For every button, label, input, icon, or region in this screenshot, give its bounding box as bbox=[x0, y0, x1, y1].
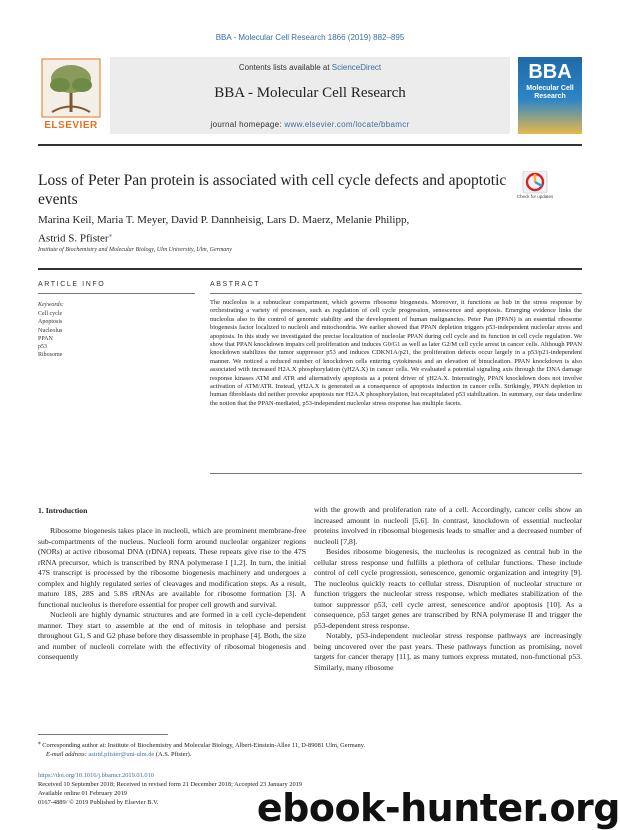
corresponding-address: Corresponding author at: Institute of Biochemistry and Molecular Biology, Albert-Einstein-Allee 11, D-89081 Ulm, Germany. bbox=[42, 742, 366, 750]
email-suffix: (A.S. Pfister). bbox=[154, 751, 192, 759]
footnote-line-2 bbox=[38, 750, 582, 759]
copyright-line: 0167-4889/ © 2019 Published by Elsevier B.V. bbox=[38, 799, 159, 806]
abstract-end-rule bbox=[210, 473, 582, 474]
journal-title: BBA - Molecular Cell Research bbox=[214, 85, 406, 101]
sciencedirect-link[interactable]: ScienceDirect bbox=[331, 63, 382, 72]
body-paragraph: Notably, p53-independent nucleolar stress response pathways are increasingly being uncovered over the past years. These pathways function as promising, novel targets for cancer therapy [11], as many tumors express mutated, non-functional p53. Similarly, many ribosome bbox=[314, 631, 582, 672]
corresponding-author-mark[interactable]: ⁎ bbox=[108, 231, 113, 239]
doi-link[interactable]: https://doi.org/10.1016/j.bbamcr.2019.01.010 bbox=[38, 772, 154, 779]
title-divider bbox=[38, 268, 582, 270]
keywords-label: Keywords: bbox=[38, 302, 64, 308]
watermark-text: ebook-hunter.org bbox=[256, 786, 620, 830]
crossmark-label[interactable]: Check for updates bbox=[516, 194, 554, 199]
author-list bbox=[38, 213, 508, 247]
article-info-heading: ARTICLE INFO bbox=[38, 281, 106, 288]
email-link[interactable]: astrid.pfister@uni-ulm.de bbox=[88, 751, 155, 759]
journal-cover-thumbnail bbox=[518, 57, 582, 134]
body-right-column bbox=[314, 505, 582, 673]
corresponding-author-footnote bbox=[38, 739, 582, 759]
keyword-item: Nucleolus bbox=[38, 327, 63, 334]
body-left-column bbox=[38, 526, 306, 663]
abstract-rule bbox=[210, 293, 582, 294]
article-title: Loss of Peter Pan protein is associated with cell cycle defects and apoptotic events bbox=[38, 172, 507, 208]
footnote-mark: ⁎ bbox=[38, 740, 41, 746]
keyword-item: Cell cycle bbox=[38, 311, 63, 317]
received-dates: Received 10 September 2018; Received in revised form 21 December 2018; Accepted 23 January 2019 bbox=[38, 781, 303, 788]
cover-subtitle: Molecular Cell Research bbox=[526, 85, 574, 100]
abstract-text: The nucleolus is a subnuclear compartment, which governs ribosome biogenesis. Moreover, it functions as hub in the stress response by orchestrating a variety of processes, such as regulation of cell cycle progression, senescence and apoptosis. Emerging evidence links the nucleolus also to the control of genomic stability and the development of human malignancies. Peter Pan (PPAN) is an essential ribosome biogenesis factor localized to nucleoli and mitochondria. We earlier showed that PPAN depletion triggers p53-independent nucleolar stress and apoptosis. In this study we investigated the precise localization of nucleolar PPAN during cell cycle and its function in cell cycle regulation. We show that PPAN knockdown impairs cell proliferation and induces G0/G1 as well as later G2/M cell cycle arrest in cancer cells. Although PPAN knockdown stabilizes the tumor suppressor p53 and induces CDKN1A/p21, the proliferation defects occur largely in a p53/p21-independent manner. We noticed a reduced number of knockdown cells entering cytokinesis and an elevation of binucleation. PPAN knockdown is also associated with increased H2A.X phosphorylation (γH2A.X) in cancer cells. We evaluated a potential signaling axis through the DNA damage response kinases ATM and ATR and alternatively apoptosis as a potent driver of γH2A.X. Interestingly, PPAN knockdown does not involve activation of ATM/ATR. Instead, γH2A.X is generated as a consequence of apoptosis induction in cancer cells. Strikingly, PPAN depletion in human fibroblasts did neither provoke apoptosis nor H2A.X phosphorylation, but recapitulated p53 stabilization. In summary, our data underline the notion that the PPAN-mediated, p53-independent nucleolar stress response has multiple facets. bbox=[210, 299, 582, 407]
keyword-item: PPAN bbox=[38, 335, 53, 342]
body-paragraph: Besides ribosome biogenesis, the nucleolus is recognized as central hub in the cellular stress response und fulfills a plethora of cellular functions. These include control of cell cycle progression, senescence, genomic organization and integrity [9]. The nucleolus quickly reacts to cellular stress. Disruption of nucleolar structure or function triggers the nucleolar stress response, which mediates stabilization of the tumor suppressor p53, cell cycle arrest, senescence and/or apoptosis [10]. As a consequence, p53 target genes are transcribed by RNA polymerase II and trigger the p53-dependent stress response. bbox=[314, 547, 582, 630]
affiliation: Institute of Biochemistry and Molecular Biology, Ulm University, Ulm, Germany bbox=[38, 247, 232, 253]
abstract-heading: ABSTRACT bbox=[210, 281, 261, 288]
last-author: Astrid S. Pfister bbox=[38, 232, 109, 245]
contents-available-line bbox=[110, 63, 510, 72]
publisher-name: ELSEVIER bbox=[44, 120, 98, 131]
footnote-line-1 bbox=[38, 739, 582, 750]
available-online: Available online 01 February 2019 bbox=[38, 790, 127, 797]
footnote-rule bbox=[38, 734, 168, 735]
homepage-link[interactable]: www.elsevier.com/locate/bbamcr bbox=[284, 120, 410, 129]
keyword-item: Ribosome bbox=[38, 352, 63, 359]
homepage-prefix: journal homepage: bbox=[210, 120, 285, 129]
keywords-list bbox=[38, 310, 188, 360]
keyword-item: p53 bbox=[38, 344, 47, 351]
article-info-rule bbox=[38, 293, 195, 294]
authors-line-2 bbox=[38, 228, 508, 247]
journal-citation-header[interactable]: BBA - Molecular Cell Research 1866 (2019) 882–895 bbox=[215, 33, 405, 42]
authors-line-1: Marina Keil, Maria T. Meyer, David P. Dannheisig, Lars D. Maerz, Melanie Philipp, bbox=[38, 214, 410, 226]
email-label: E-mail address: bbox=[46, 751, 89, 759]
body-paragraph: Nucleoli are highly dynamic structures and are formed in a cell cycle-dependent manner. They start to assemble at the end of mitosis in telophase and persist throughout G1, S and G2 phase before they disassemble in prophase [4]. Both, the size and number of nucleoli correlate with the effectivity of ribosomal biogenesis and consequently bbox=[38, 610, 306, 661]
body-paragraph: Ribosome biogenesis takes place in nucleoli, which are prominent membrane-free sub-compartments of the nucleus. Nucleoli form around nucleolar organizer regions (NORs) at active ribosomal DNA (rDNA) repeats. These repeats give rise to the 47S rRNA precursor, which is transcribed by RNA polymerase I [1,2]. In turn, the initial 47S transcript is processed by the ribosome biogenesis machinery and undergoes a complex and highly regulated series of cleavages and modification steps. As a result, mature 18S, 28S and 5.8S rRNAs are available for ribosome formation [3]. A functional nucleolus is therefore essential for proper cell growth and survival. bbox=[38, 526, 306, 609]
body-paragraph: with the growth and proliferation rate of a cell. Accordingly, cancer cells show an increased amount in nucleoli [5,6]. In contrast, knockdown of essential nucleolar proteins involved in ribosomal biogenesis leads to smaller and a decreased number of nucleoli [7,8]. bbox=[314, 505, 582, 546]
introduction-heading: 1. Introduction bbox=[38, 506, 88, 515]
header-divider bbox=[38, 144, 582, 146]
keyword-item: Apoptosis bbox=[38, 319, 63, 326]
journal-homepage-line bbox=[110, 120, 510, 129]
cover-title: BBA bbox=[528, 61, 572, 83]
contents-prefix: Contents lists available at bbox=[238, 63, 332, 72]
